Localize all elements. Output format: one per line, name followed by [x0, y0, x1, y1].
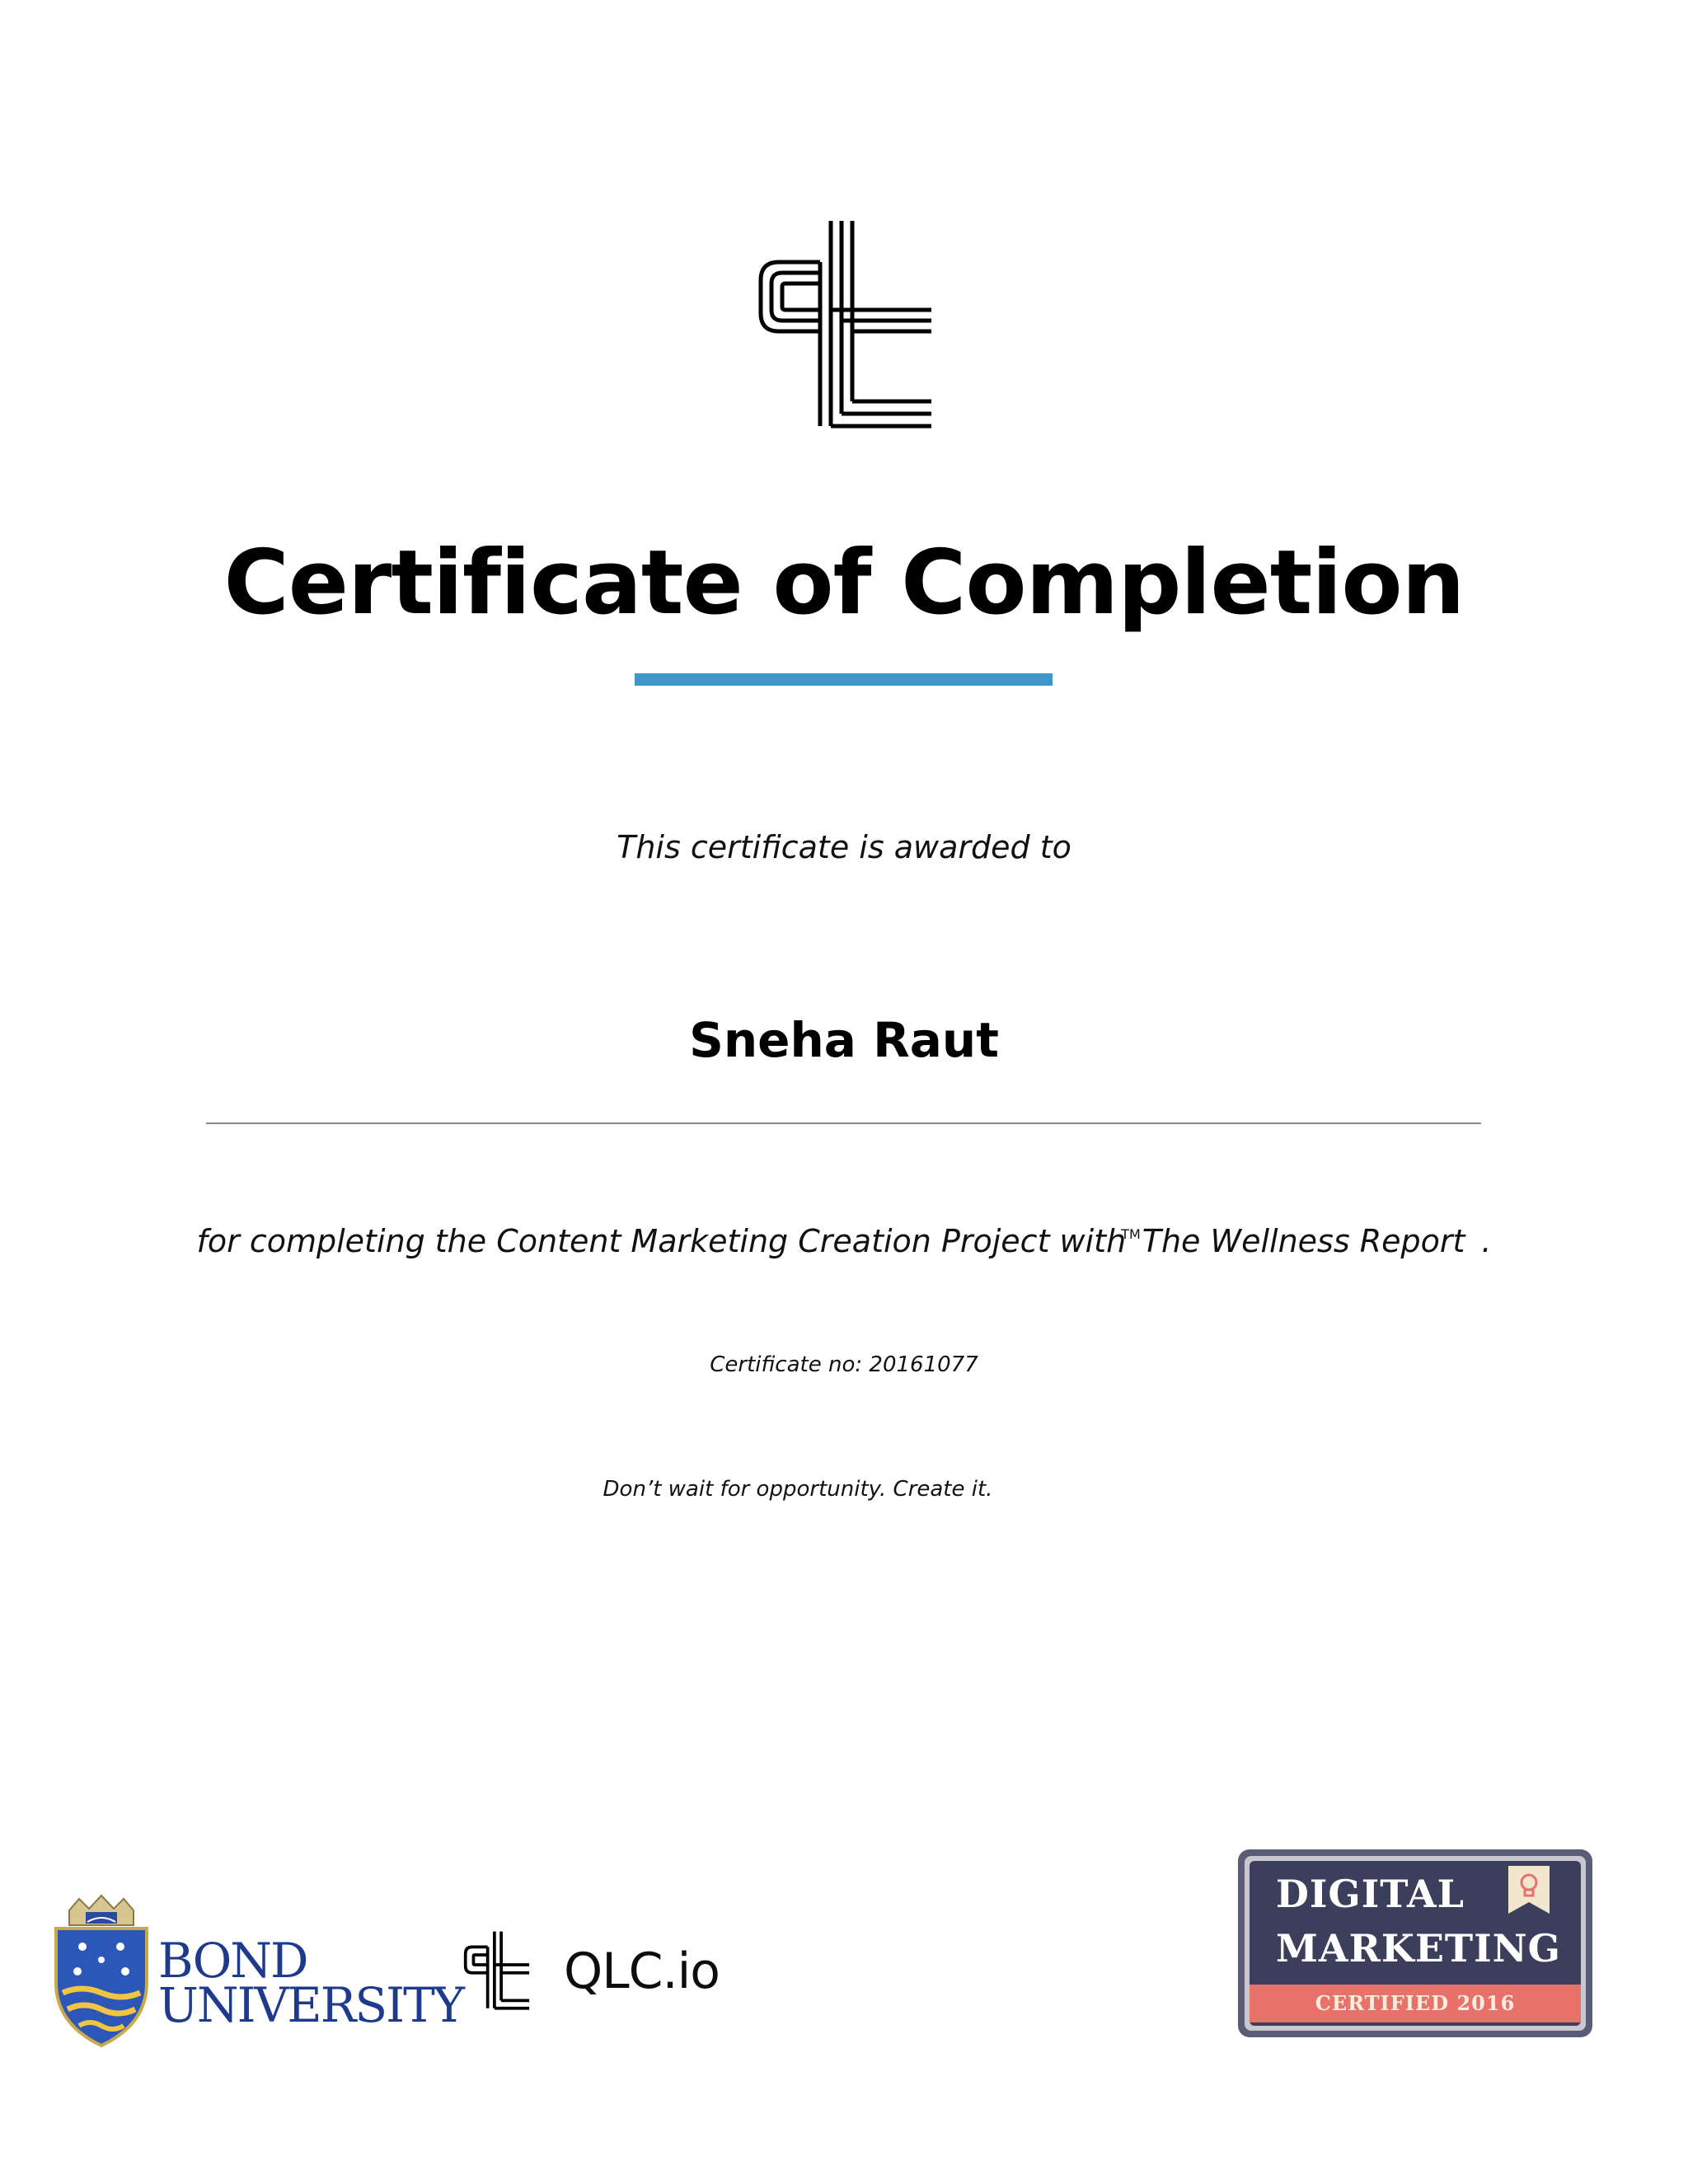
bond-wordmark-line1: BOND [158, 1933, 307, 1989]
title-underline [635, 673, 1053, 686]
name-divider [206, 1122, 1481, 1124]
qlc-wordmark: QLC.io [564, 1943, 720, 2000]
quote-text: Don’t wait for opportunity. Create it. [603, 1477, 993, 1502]
awarded-text: This certificate is awarded to [617, 829, 1071, 865]
bond-wordmark-line2: UNIVERSITY [158, 1977, 464, 2033]
badge-line2: MARKETING [1276, 1926, 1561, 1971]
badge-line1: DIGITAL [1276, 1872, 1465, 1916]
lightbulb-icon [1507, 1864, 1551, 1915]
completion-suffix: . [1481, 1223, 1492, 1259]
certificate-number: Certificate no: 20161077 [710, 1352, 978, 1377]
completion-statement [0, 1212, 1688, 1264]
qlc-logo-icon [746, 216, 935, 430]
bond-university-crest-icon [53, 1892, 150, 2049]
badge-certified-strip: CERTIFIED 2016 [1250, 1985, 1581, 2022]
completion-prefix: for completing the Content Marketing Creation Project with [196, 1223, 1127, 1259]
page-title: Certificate of Completion [223, 532, 1465, 635]
recipient-name: Sneha Raut [689, 1012, 999, 1068]
qlc-small-logo-icon [460, 1927, 531, 2013]
completion-org: The Wellness Report [1142, 1223, 1465, 1259]
bond-university-wordmark [158, 1933, 464, 2033]
trademark-mark: TM [1121, 1226, 1141, 1242]
